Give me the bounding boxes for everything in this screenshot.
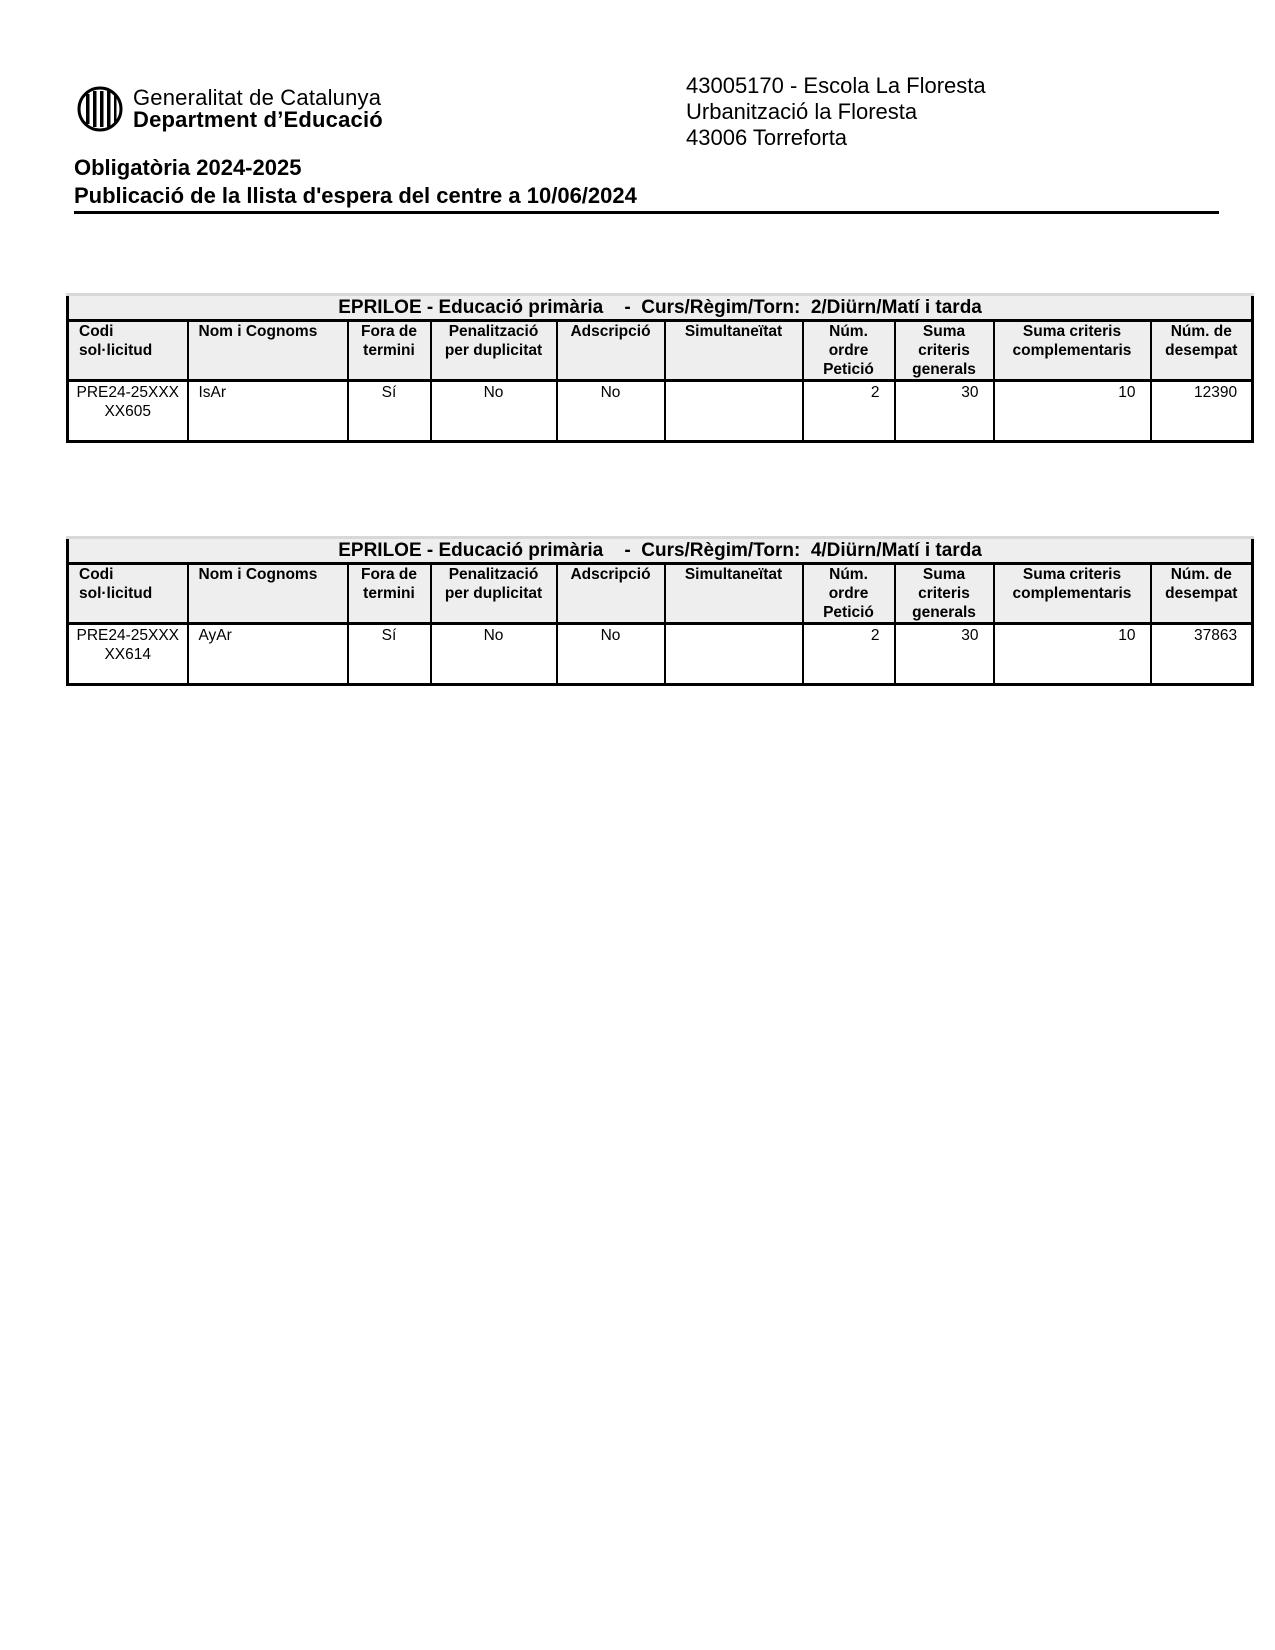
- cell-ordre: 2: [803, 624, 895, 685]
- col-header-desempat: Núm. de desempat: [1151, 564, 1253, 624]
- cell-codi: PRE24-25XXXXX614: [68, 624, 188, 685]
- col-header-ordre: Núm. ordre Petició: [803, 321, 895, 381]
- cell-adscripcio: No: [557, 381, 665, 442]
- col-header-ordre: Núm. ordre Petició: [803, 564, 895, 624]
- table-row: [68, 624, 1253, 685]
- col-header-fora: Fora de termini: [348, 321, 431, 381]
- col-header-penalitzacio: Penalització per duplicitat: [431, 321, 557, 381]
- table-caption: EPRILOE - Educació primària - Curs/Règim/Torn: 4/Diürn/Matí i tarda: [68, 538, 1253, 564]
- col-header-complementaris: Suma criteris complementaris: [994, 321, 1151, 381]
- col-header-generals: Suma criteris generals: [895, 564, 994, 624]
- center-info: [686, 73, 986, 151]
- cell-simultaneitat: [665, 624, 803, 685]
- col-header-nom: Nom i Cognoms: [188, 564, 348, 624]
- cell-generals: 30: [895, 381, 994, 442]
- col-header-simultaneitat: Simultaneïtat: [665, 564, 803, 624]
- title-line-2: Publicació de la llista d'espera del centre a 10/06/2024: [74, 183, 637, 208]
- cell-penalitzacio: No: [431, 624, 557, 685]
- center-code-name: 43005170 - Escola La Floresta: [686, 73, 986, 98]
- cell-generals: 30: [895, 624, 994, 685]
- cell-complementaris: 10: [994, 381, 1151, 442]
- waiting-list-table: [66, 293, 1254, 443]
- col-header-codi: Codi sol·licitud: [68, 321, 188, 381]
- cell-nom: IsAr: [188, 381, 348, 442]
- cell-codi: PRE24-25XXXXX605: [68, 381, 188, 442]
- col-header-penalitzacio: Penalització per duplicitat: [431, 564, 557, 624]
- col-header-complementaris: Suma criteris complementaris: [994, 564, 1151, 624]
- col-header-adscripcio: Adscripció: [557, 321, 665, 381]
- center-address: Urbanització la Floresta: [686, 99, 918, 124]
- cell-penalitzacio: No: [431, 381, 557, 442]
- table-row: [68, 381, 1253, 442]
- page-title: [74, 154, 637, 210]
- cell-nom: AyAr: [188, 624, 348, 685]
- cell-adscripcio: No: [557, 624, 665, 685]
- col-header-nom: Nom i Cognoms: [188, 321, 348, 381]
- title-line-1: Obligatòria 2024-2025: [74, 155, 302, 180]
- cell-ordre: 2: [803, 381, 895, 442]
- col-header-generals: Suma criteris generals: [895, 321, 994, 381]
- logo-line-2: Department d’Educació: [133, 107, 383, 132]
- cell-simultaneitat: [665, 381, 803, 442]
- catalan-emblem-icon: [77, 86, 123, 132]
- col-header-adscripcio: Adscripció: [557, 564, 665, 624]
- col-header-codi: Codi sol·licitud: [68, 564, 188, 624]
- table-caption: EPRILOE - Educació primària - Curs/Règim/Torn: 2/Diürn/Matí i tarda: [68, 295, 1253, 321]
- col-header-simultaneitat: Simultaneïtat: [665, 321, 803, 381]
- cell-fora: Sí: [348, 381, 431, 442]
- cell-complementaris: 10: [994, 624, 1151, 685]
- waiting-list-table: [66, 536, 1254, 686]
- col-header-desempat: Núm. de desempat: [1151, 321, 1253, 381]
- col-header-fora: Fora de termini: [348, 564, 431, 624]
- cell-desempat: 37863: [1151, 624, 1253, 685]
- center-city: 43006 Torreforta: [686, 125, 848, 150]
- generalitat-logo: [77, 86, 383, 132]
- cell-fora: Sí: [348, 624, 431, 685]
- logo-line-1: Generalitat de Catalunya: [133, 85, 382, 110]
- title-divider: [74, 211, 1219, 214]
- cell-desempat: 12390: [1151, 381, 1253, 442]
